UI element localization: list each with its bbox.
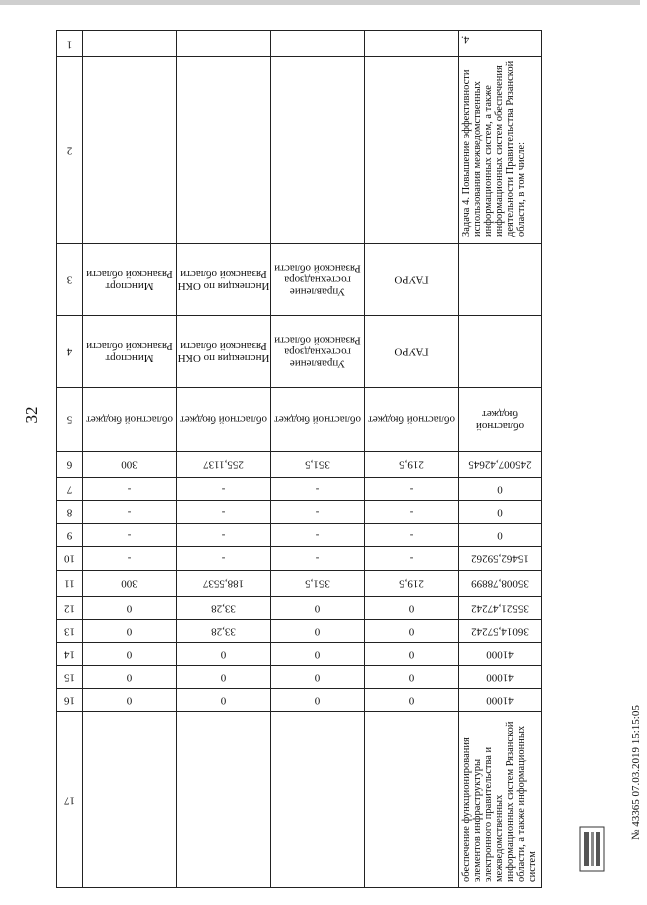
col-4-header: 4 — [57, 315, 83, 387]
value-cell: - — [221, 483, 226, 496]
row-4-source: областной бюджет — [365, 387, 459, 451]
value-cell: 0 — [497, 506, 503, 519]
value-cell: - — [315, 483, 320, 496]
value-cell: 188,5537 — [202, 577, 245, 590]
value-cell: - — [127, 529, 132, 542]
value-cell: 300 — [121, 577, 138, 590]
value-cell: - — [127, 483, 132, 496]
value-cell: 0 — [314, 671, 321, 684]
value-cell: - — [409, 529, 414, 542]
value-cell: 0 — [497, 529, 503, 542]
row-4-coexecutor: ГАУРО — [365, 315, 459, 387]
row-1-source: областной бюджет — [83, 387, 177, 451]
col-16-header: 16 — [64, 694, 75, 707]
value-cell: 35521,47242 — [471, 602, 529, 615]
registry-logo-icon — [577, 822, 607, 877]
row-3-coexecutor: Управление гостехнадзора Рязанской области — [271, 315, 365, 387]
page-number: 32 — [22, 406, 41, 424]
value-cell: 15462,59262 — [471, 552, 529, 565]
col-6-header: 6 — [66, 458, 73, 471]
row-3-source: областной бюджет — [271, 387, 365, 451]
value-cell: 219,5 — [399, 458, 424, 471]
value-cell: - — [221, 552, 226, 565]
value-cell: 41000 — [486, 648, 514, 661]
value-cell: - — [221, 529, 226, 542]
row-2-source: областной бюджет — [177, 387, 271, 451]
row-1-executor: Минспорт Рязанской области — [83, 243, 177, 315]
value-cell: - — [409, 483, 414, 496]
col-14-header: 14 — [64, 648, 75, 661]
value-cell: 0 — [408, 648, 415, 661]
value-cell: 33,28 — [211, 602, 236, 615]
value-cell: 0 — [408, 602, 415, 615]
registration-stamp: № 43365 07.03.2019 15:15:05 — [630, 705, 642, 840]
value-cell: 0 — [220, 694, 227, 707]
row-2-executor: Инспекция по ОКН Рязанской области — [177, 243, 271, 315]
value-cell: - — [409, 506, 414, 519]
col-10-header: 10 — [64, 552, 75, 565]
value-cell: 0 — [497, 483, 503, 496]
value-cell: 0 — [126, 625, 133, 638]
value-cell: 351,5 — [305, 577, 330, 590]
col-9-header: 9 — [66, 529, 73, 542]
value-cell: 0 — [220, 671, 227, 684]
col-2-header: 2 — [57, 57, 83, 244]
value-cell: 35008,78899 — [471, 577, 529, 590]
value-cell: 0 — [408, 625, 415, 638]
value-cell: 245007,42645 — [468, 458, 532, 471]
task-source: областной бюджет — [459, 387, 542, 451]
value-cell: 33,28 — [211, 625, 236, 638]
col-8-header: 8 — [66, 506, 73, 519]
col-17-header: 17 — [64, 794, 75, 807]
col-11-header: 11 — [64, 577, 75, 590]
task-number: 4. — [459, 31, 542, 57]
task-text: Задача 4. Повышение эффективности использования межведомственных информационных систем, а также информационных систем обеспечения деятельности Правительства Рязанской области, в том числе: — [459, 57, 542, 244]
value-cell: 0 — [126, 671, 133, 684]
value-cell: 219,5 — [399, 577, 424, 590]
row-3-executor: Управление гостехнадзора Рязанской области — [271, 243, 365, 315]
value-cell: - — [127, 552, 132, 565]
scan-edge — [0, 0, 640, 5]
row-4-executor: ГАУРО — [365, 243, 459, 315]
col-1-header: 1 — [57, 31, 83, 57]
value-cell: 255,1137 — [203, 458, 244, 471]
value-cell: 0 — [314, 602, 321, 615]
value-cell: - — [409, 552, 414, 565]
col-15-header: 15 — [64, 671, 75, 684]
value-cell: 0 — [408, 694, 415, 707]
value-cell: 0 — [408, 671, 415, 684]
value-cell: - — [315, 552, 320, 565]
value-cell: 0 — [126, 648, 133, 661]
value-cell: - — [315, 506, 320, 519]
value-cell: 0 — [314, 648, 321, 661]
value-cell: 41000 — [486, 694, 514, 707]
budget-table — [56, 30, 542, 888]
value-cell: 36014,57242 — [471, 625, 529, 638]
col-12-header: 12 — [64, 602, 75, 615]
task-goal: обеспечение функционирования элементов инфраструктуры электронного правительства и межведомственных информационных систем Рязанской области, а также информационных систем — [459, 711, 542, 888]
value-cell: - — [127, 506, 132, 519]
value-cell: 0 — [126, 694, 133, 707]
col-7-header: 7 — [66, 483, 73, 496]
value-cell: 0 — [220, 648, 227, 661]
value-cell: 0 — [314, 694, 321, 707]
value-cell: 41000 — [486, 671, 514, 684]
value-cell: 300 — [121, 458, 138, 471]
col-3-header: 3 — [57, 243, 83, 315]
budget-table-page — [56, 30, 541, 882]
col-13-header: 13 — [64, 625, 75, 638]
row-2-coexecutor: Инспекция по ОКН Рязанской области — [177, 315, 271, 387]
value-cell: 351,5 — [305, 458, 330, 471]
row-1-coexecutor: Минспорт Рязанской области — [83, 315, 177, 387]
col-5-header: 5 — [57, 387, 83, 451]
value-cell: 0 — [314, 625, 321, 638]
value-cell: - — [315, 529, 320, 542]
value-cell: 0 — [126, 602, 133, 615]
value-cell: - — [221, 506, 226, 519]
